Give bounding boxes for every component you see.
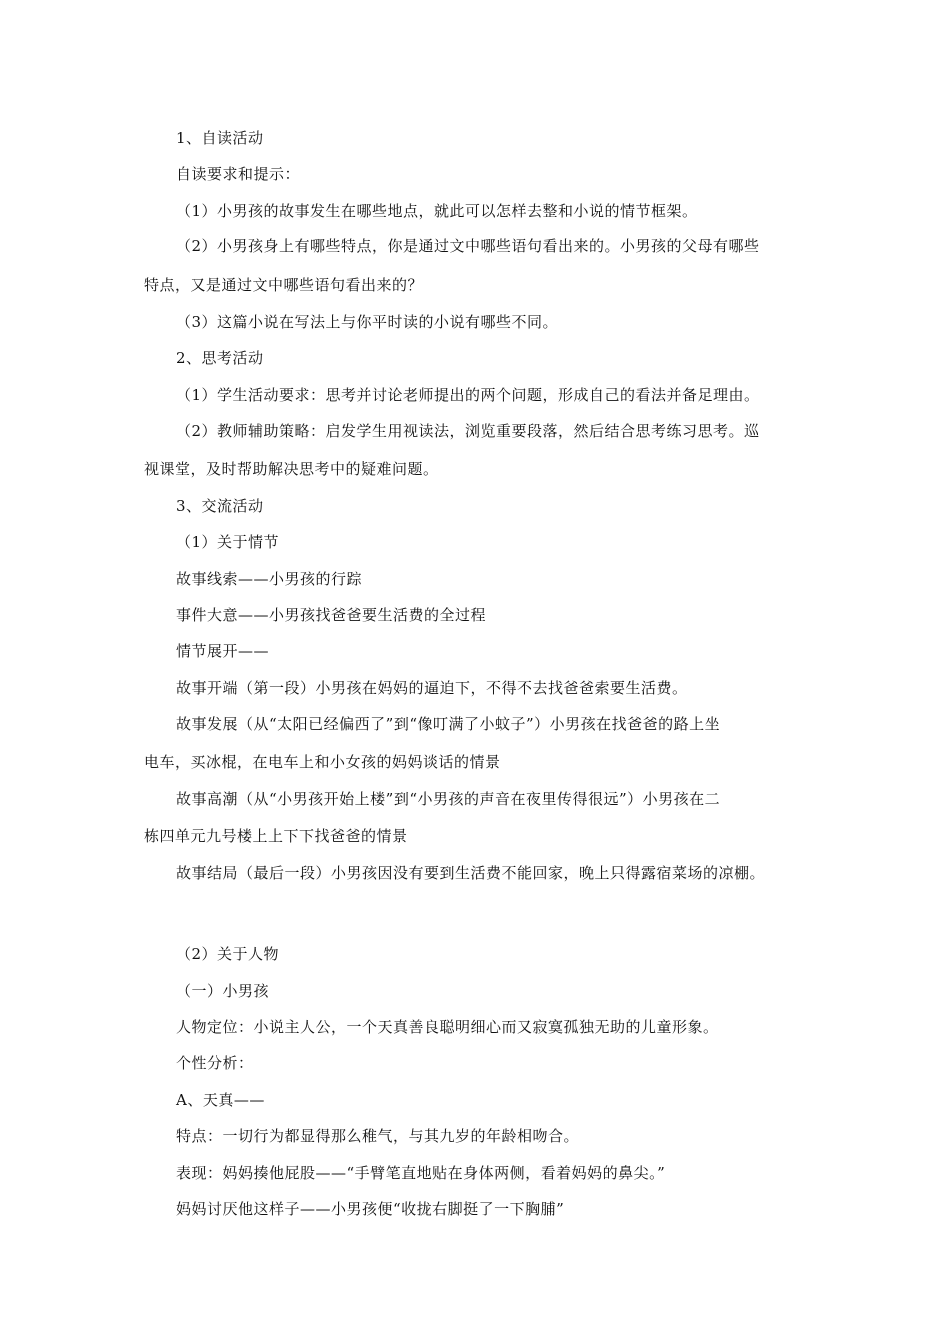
paragraph: 个性分析： [176,1054,254,1072]
paragraph: （1）小男孩的故事发生在哪些地点，就此可以怎样去整和小说的情节框架。 [176,202,698,220]
paragraph: 特点：一切行为都显得那么稚气，与其九岁的年龄相吻合。 [176,1127,580,1145]
paragraph: 情节展开—— [176,642,270,660]
heading-exchange: 3、交流活动 [176,497,264,515]
paragraph: （1）关于情节 [176,533,280,551]
paragraph: A、天真—— [176,1091,265,1109]
paragraph: 妈妈讨厌他这样子——小男孩便“收拢右脚挺了一下胸脯” [176,1200,565,1218]
paragraph: 故事高潮（从“小男孩开始上楼”到“小男孩的声音在夜里传得很远”）小男孩在二 [176,790,721,808]
paragraph: 特点，又是通过文中哪些语句看出来的？ [144,276,424,294]
paragraph: （1）学生活动要求：思考并讨论老师提出的两个问题，形成自己的看法并备足理由。 [176,386,760,404]
paragraph: 人物定位：小说主人公，一个天真善良聪明细心而又寂寞孤独无助的儿童形象。 [176,1018,719,1036]
paragraph: 视课堂，及时帮助解决思考中的疑难问题。 [144,460,439,478]
paragraph: 故事发展（从“太阳已经偏西了”到“像叮满了小蚊子”）小男孩在找爸爸的路上坐 [176,715,721,733]
paragraph: 故事开端（第一段）小男孩在妈妈的逼迫下，不得不去找爸爸索要生活费。 [176,679,688,697]
paragraph: 栋四单元九号楼上上下下找爸爸的情景 [144,827,408,845]
paragraph: 事件大意——小男孩找爸爸要生活费的全过程 [176,606,487,624]
heading-self-reading: 1、自读活动 [176,129,264,147]
paragraph: 故事结局（最后一段）小男孩因没有要到生活费不能回家，晚上只得露宿菜场的凉棚。 [176,864,766,882]
heading-characters: （2）关于人物 [176,945,280,963]
paragraph: 电车，买冰棍，在电车上和小女孩的妈妈谈话的情景 [144,753,501,771]
paragraph: （3）这篇小说在写法上与你平时读的小说有哪些不同。 [176,313,559,331]
paragraph: 表现：妈妈揍他屁股——“手臂笔直地贴在身体两侧，看着妈妈的鼻尖。” [176,1164,666,1182]
paragraph: （一）小男孩 [176,982,270,1000]
paragraph: 故事线索——小男孩的行踪 [176,570,363,588]
heading-thinking: 2、思考活动 [176,349,264,367]
paragraph: （2）小男孩身上有哪些特点，你是通过文中哪些语句看出来的。小男孩的父母有哪些 [176,237,760,255]
paragraph: （2）教师辅助策略：启发学生用视读法，浏览重要段落，然后结合思考练习思考。巡 [176,422,760,440]
paragraph: 自读要求和提示： [176,165,301,183]
